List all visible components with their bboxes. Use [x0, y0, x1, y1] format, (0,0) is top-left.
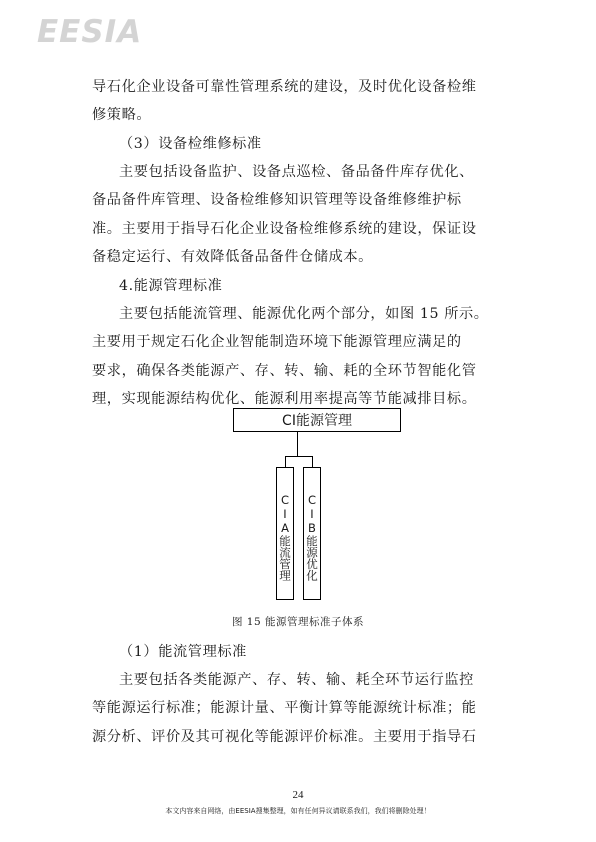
- paragraph-line: 备稳定运行、有效降低备品备件仓储成本。: [92, 249, 373, 265]
- paragraph-line: 主要包括能流管理、能源优化两个部分，如图 15 所示。: [119, 306, 489, 322]
- figure-connector: [285, 456, 313, 457]
- paragraph-line: 要求，确保各类能源产、存、转、输、耗的全环节智能化管: [92, 363, 477, 379]
- paragraph-line: 备品备件库管理、设备检维修知识管理等设备维修维护标: [92, 192, 462, 208]
- section-heading: 4.能源管理标准: [119, 278, 223, 294]
- figure-child-energy-flow: CIA能流管理: [276, 467, 294, 600]
- figure-root-box: CI能源管理: [233, 408, 401, 432]
- paragraph-line: 等能源运行标准；能源计量、平衡计算等能源统计标准；能: [92, 700, 477, 716]
- figure-connector: [285, 456, 286, 467]
- figure-caption: 图 15 能源管理标准子体系: [231, 616, 365, 628]
- paragraph-line: 主要包括设备监护、设备点巡检、备品备件库存优化、: [119, 164, 474, 180]
- section-heading: （1）能流管理标准: [119, 644, 247, 660]
- section-heading: （3）设备检维修标准: [119, 136, 262, 152]
- paragraph-line: 源分析、评价及其可视化等能源评价标准。主要用于指导石: [92, 729, 477, 745]
- paragraph-line: 主要用于规定石化企业智能制造环境下能源管理应满足的: [92, 334, 462, 350]
- paragraph-line: 导石化企业设备可靠性管理系统的建设，及时优化设备检维: [92, 79, 477, 95]
- eesia-logo: EESIA: [37, 14, 143, 50]
- figure-connector: [312, 456, 313, 467]
- paragraph-line: 修策略。: [92, 107, 152, 123]
- paragraph-line: 理，实现能源结构优化、能源利用率提高等节能减排目标。: [92, 391, 477, 407]
- footer-notice: 本文内容来自网络，由EESIA搜集整理，如有任何异议请联系我们，我们将删除处理！: [165, 807, 431, 815]
- paragraph-line: 准。主要用于指导石化企业设备检维修系统的建设，保证设: [92, 221, 477, 237]
- paragraph-line: 主要包括各类能源产、存、转、输、耗全环节运行监控: [119, 672, 474, 688]
- figure-child-energy-optimization: CIB能源优化: [303, 467, 321, 600]
- page-number: 24: [292, 789, 304, 801]
- figure-connector: [297, 432, 298, 456]
